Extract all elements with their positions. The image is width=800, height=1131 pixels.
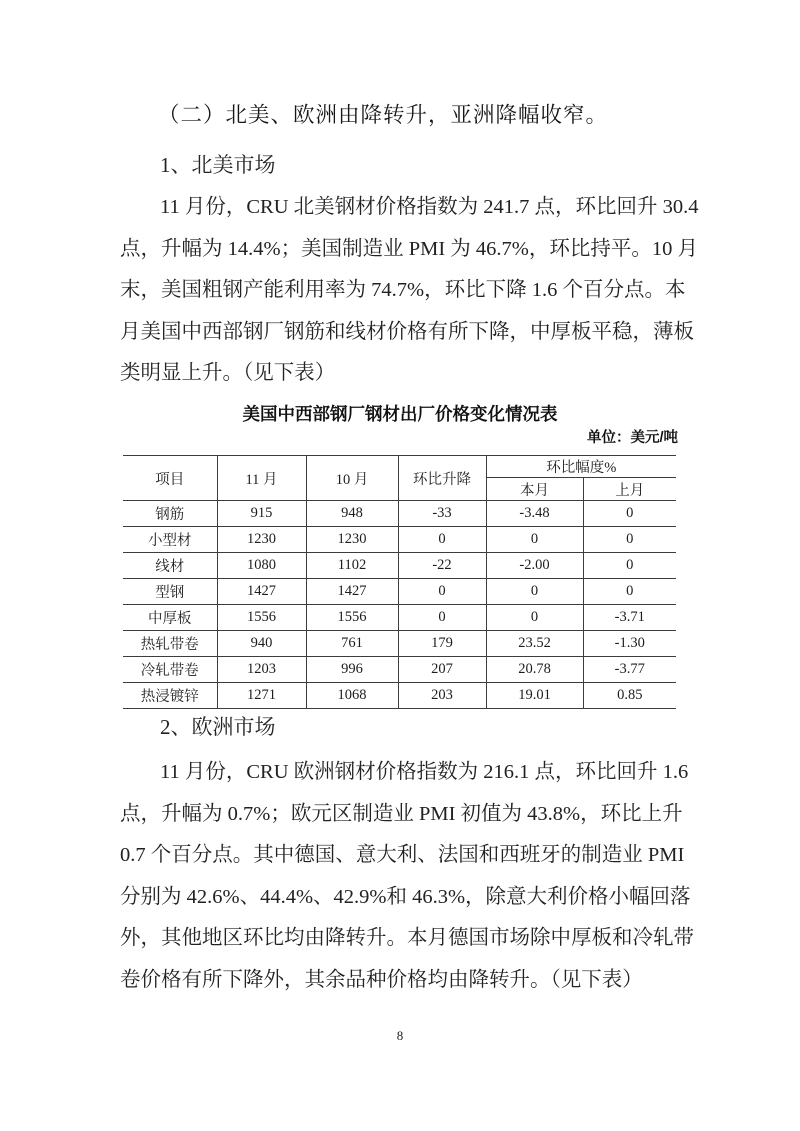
paragraph-line: 点，升幅为 0.7%；欧元区制造业 PMI 初值为 43.8%，环比上升 [120, 802, 683, 825]
table-title: 美国中西部钢厂钢材出厂价格变化情况表 [242, 404, 558, 424]
cell-change: 179 [398, 631, 486, 657]
cell-m11: 1271 [217, 683, 306, 709]
cell-item: 线材 [123, 553, 217, 579]
steel-price-table [123, 455, 676, 709]
cell-pct-last: 0 [583, 553, 676, 579]
paragraph-north-america [120, 187, 699, 395]
cell-m11: 1230 [217, 527, 306, 553]
cell-m10: 1068 [306, 683, 398, 709]
cell-pct-this: 23.52 [486, 631, 583, 657]
cell-item: 型钢 [123, 579, 217, 605]
cell-pct-this: 0 [486, 527, 583, 553]
cell-change: 0 [398, 605, 486, 631]
col-header-month-11: 11 月 [217, 456, 306, 501]
cell-pct-this: 0 [486, 605, 583, 631]
cell-m10: 996 [306, 657, 398, 683]
cell-m10: 948 [306, 501, 398, 527]
cell-pct-last: 0 [583, 501, 676, 527]
cell-pct-last: 0.85 [583, 683, 676, 709]
table-row [123, 501, 676, 527]
cell-pct-this: 19.01 [486, 683, 583, 709]
table-row [123, 605, 676, 631]
cell-m11: 1556 [217, 605, 306, 631]
cell-pct-last: -3.71 [583, 605, 676, 631]
cell-item: 热浸镀锌 [123, 683, 217, 709]
cell-m11: 940 [217, 631, 306, 657]
cell-m10: 761 [306, 631, 398, 657]
col-header-last-month: 上月 [583, 478, 676, 501]
cell-m11: 1427 [217, 579, 306, 605]
col-header-mom-change: 环比升降 [398, 456, 486, 501]
cell-pct-last: 0 [583, 527, 676, 553]
table-header-row [123, 456, 676, 478]
cell-change: -22 [398, 553, 486, 579]
cell-change: -33 [398, 501, 486, 527]
section-heading: （二）北美、欧洲由降转升，亚洲降幅收窄。 [158, 103, 609, 127]
cell-pct-last: -1.30 [583, 631, 676, 657]
cell-change: 0 [398, 579, 486, 605]
subsection-north-america: 1、北美市场 [160, 153, 276, 177]
col-header-item: 项目 [123, 456, 217, 501]
paragraph-line: 0.7 个百分点。其中德国、意大利、法国和西班牙的制造业 PMI [120, 844, 685, 867]
table-row [123, 579, 676, 605]
cell-m10: 1230 [306, 527, 398, 553]
cell-change: 207 [398, 657, 486, 683]
paragraph-line: 11 月份，CRU 欧洲钢材价格指数为 216.1 点，环比回升 1.6 [160, 761, 689, 783]
cell-m10: 1556 [306, 605, 398, 631]
col-header-this-month: 本月 [486, 478, 583, 501]
table-unit-label: 单位：美元/吨 [586, 430, 678, 446]
cell-change: 0 [398, 527, 486, 553]
cell-change: 203 [398, 683, 486, 709]
paragraph-line: 11 月份，CRU 北美钢材价格指数为 241.7 点，环比回升 30.4 [160, 196, 699, 218]
cell-item: 热轧带卷 [123, 631, 217, 657]
cell-pct-this: 20.78 [486, 657, 583, 683]
cell-item: 小型材 [123, 527, 217, 553]
table-row [123, 657, 676, 683]
paragraph-line: 卷价格有所下降外，其余品种价格均由降转升。（见下表） [120, 968, 643, 991]
table-row [123, 553, 676, 579]
table-row [123, 631, 676, 657]
paragraph-line: 类明显上升。（见下表） [120, 362, 336, 385]
cell-pct-last: -3.77 [583, 657, 676, 683]
paragraph-line: 分别为 42.6%、44.4%、42.9%和 46.3%，除意大利价格小幅回落 [120, 885, 691, 908]
cell-m11: 1080 [217, 553, 306, 579]
cell-pct-this: -3.48 [486, 501, 583, 527]
paragraph-europe [120, 752, 694, 1002]
cell-m10: 1427 [306, 579, 398, 605]
paragraph-line: 外，其他地区环比均由降转升。本月德国市场除中厚板和冷轧带 [120, 927, 694, 950]
cell-item: 冷轧带卷 [123, 657, 217, 683]
cell-m11: 915 [217, 501, 306, 527]
paragraph-line: 末，美国粗钢产能利用率为 74.7%，环比下降 1.6 个百分点。本 [120, 279, 686, 302]
cell-item: 中厚板 [123, 605, 217, 631]
page-number: 8 [396, 1028, 404, 1043]
table-row [123, 683, 676, 709]
subsection-europe: 2、欧洲市场 [160, 715, 276, 739]
paragraph-line: 月美国中西部钢厂钢筋和线材价格有所下降，中厚板平稳，薄板 [120, 320, 694, 343]
col-header-mom-pct: 环比幅度% [486, 456, 676, 478]
cell-pct-last: 0 [583, 579, 676, 605]
cell-pct-this: 0 [486, 579, 583, 605]
cell-item: 钢筋 [123, 501, 217, 527]
cell-m10: 1102 [306, 553, 398, 579]
paragraph-line: 点，升幅为 14.4%；美国制造业 PMI 为 46.7%，环比持平。10 月 [120, 237, 698, 260]
table-row [123, 527, 676, 553]
col-header-month-10: 10 月 [306, 456, 398, 501]
cell-m11: 1203 [217, 657, 306, 683]
cell-pct-this: -2.00 [486, 553, 583, 579]
